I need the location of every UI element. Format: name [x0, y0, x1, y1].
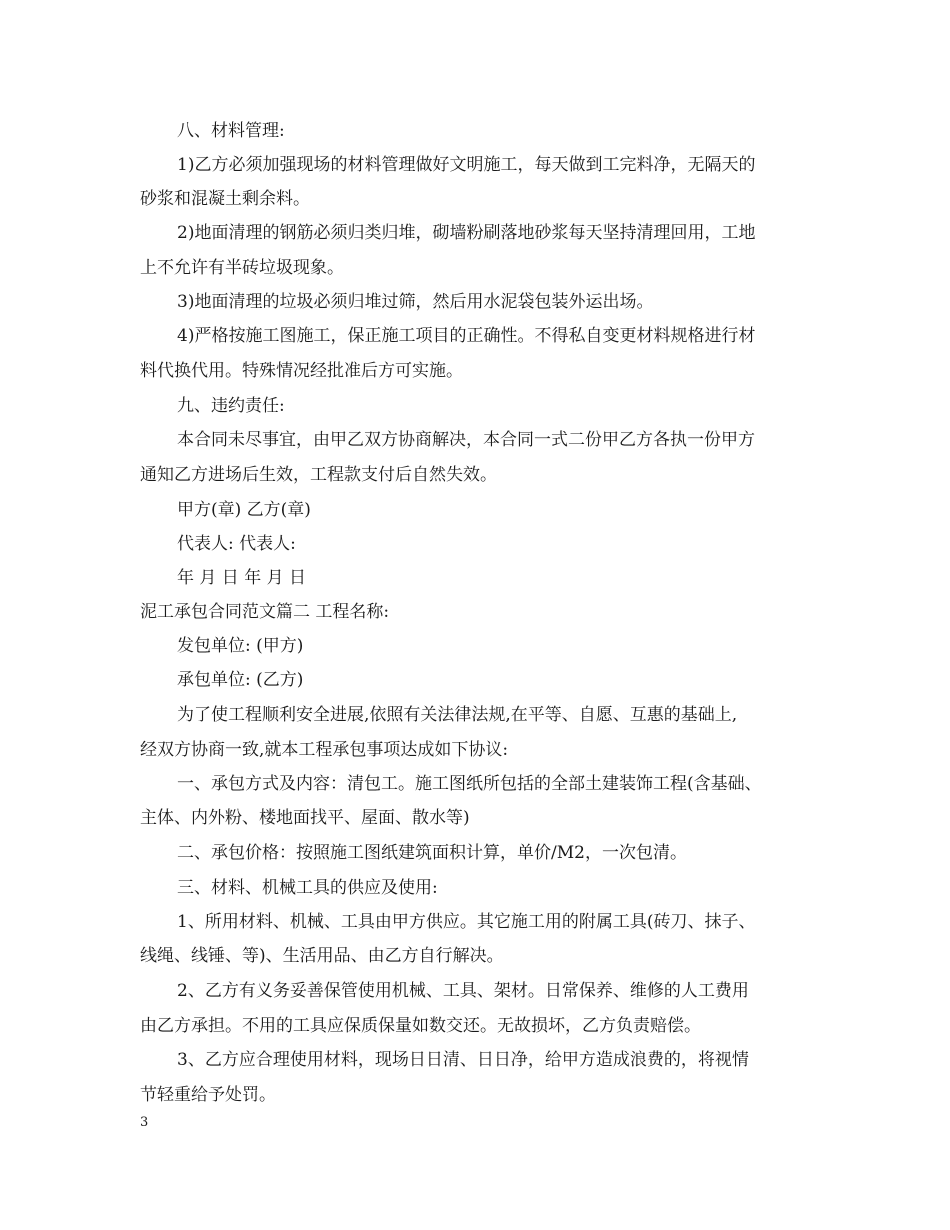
document-subtitle: 泥工承包合同范文篇二 工程名称: — [140, 602, 390, 622]
paragraph-line: 本合同未尽事宜，由甲乙双方协商解决，本合同一式二份甲乙方各执一份甲方 — [177, 430, 755, 450]
section-heading-materials-tools: 三、材料、机械工具的供应及使用: — [177, 878, 438, 898]
paragraph-line: 上不允许有半砖垃圾现象。 — [140, 258, 344, 278]
paragraph-line: 通知乙方进场后生效，工程款支付后自然失效。 — [140, 465, 497, 485]
paragraph-line: 2、乙方有义务妥善保管使用机械、工具、架材。日常保养、维修的人工费用 — [177, 981, 749, 1001]
section-heading-liability: 九、违约责任: — [177, 396, 285, 416]
paragraph-line: 料代换代用。特殊情况经批准后方可实施。 — [140, 361, 463, 381]
party-line: 发包单位: (甲方) — [177, 636, 304, 656]
paragraph-line: 由乙方承担。不用的工具应保质保量如数交还。无故损坏，乙方负责赔偿。 — [140, 1016, 701, 1036]
paragraph-line: 为了使工程顺利安全进展,依照有关法律法规,在平等、自愿、互惠的基础上, — [177, 705, 738, 725]
paragraph-line: 砂浆和混凝土剩余料。 — [140, 189, 310, 209]
paragraph-line: 线绳、线锤、等)、生活用品、由乙方自行解决。 — [140, 946, 504, 966]
signature-date-line: 年 月 日 年 月 日 — [177, 568, 307, 588]
page-number: 3 — [140, 1115, 149, 1130]
paragraph-line: 3)地面清理的垃圾必须归堆过筛，然后用水泥袋包装外运出场。 — [177, 292, 654, 312]
paragraph-line: 一、承包方式及内容：清包工。施工图纸所包括的全部土建装饰工程(含基础、 — [177, 774, 762, 794]
signature-seal-line: 甲方(章) 乙方(章) — [177, 500, 311, 520]
paragraph-line: 4)严格按施工图施工，保正施工项目的正确性。不得私自变更材料规格进行材 — [177, 326, 756, 346]
paragraph-line: 3、乙方应合理使用材料，现场日日清、日日净，给甲方造成浪费的，将视情 — [177, 1050, 749, 1070]
paragraph-line: 1)乙方必须加强现场的材料管理做好文明施工，每天做到工完料净，无隔天的 — [177, 155, 756, 175]
paragraph-line: 经双方协商一致,就本工程承包事项达成如下协议: — [140, 740, 509, 760]
paragraph-line: 2)地面清理的钢筋必须归类归堆，砌墙粉刷落地砂浆每天坚持清理回用，工地 — [177, 223, 756, 243]
paragraph-line: 主体、内外粉、楼地面找平、屋面、散水等) — [140, 808, 470, 828]
section-heading-materials: 八、材料管理: — [177, 121, 285, 141]
signature-representative-line: 代表人: 代表人: — [177, 534, 296, 554]
party-line: 承包单位: (乙方) — [177, 670, 304, 690]
paragraph-line: 节轻重给予处罚。 — [140, 1085, 276, 1105]
paragraph-line: 二、承包价格：按照施工图纸建筑面积计算，单价/M2，一次包清。 — [177, 843, 687, 863]
paragraph-line: 1、所用材料、机械、工具由甲方供应。其它施工用的附属工具(砖刀、抹子、 — [177, 912, 756, 932]
